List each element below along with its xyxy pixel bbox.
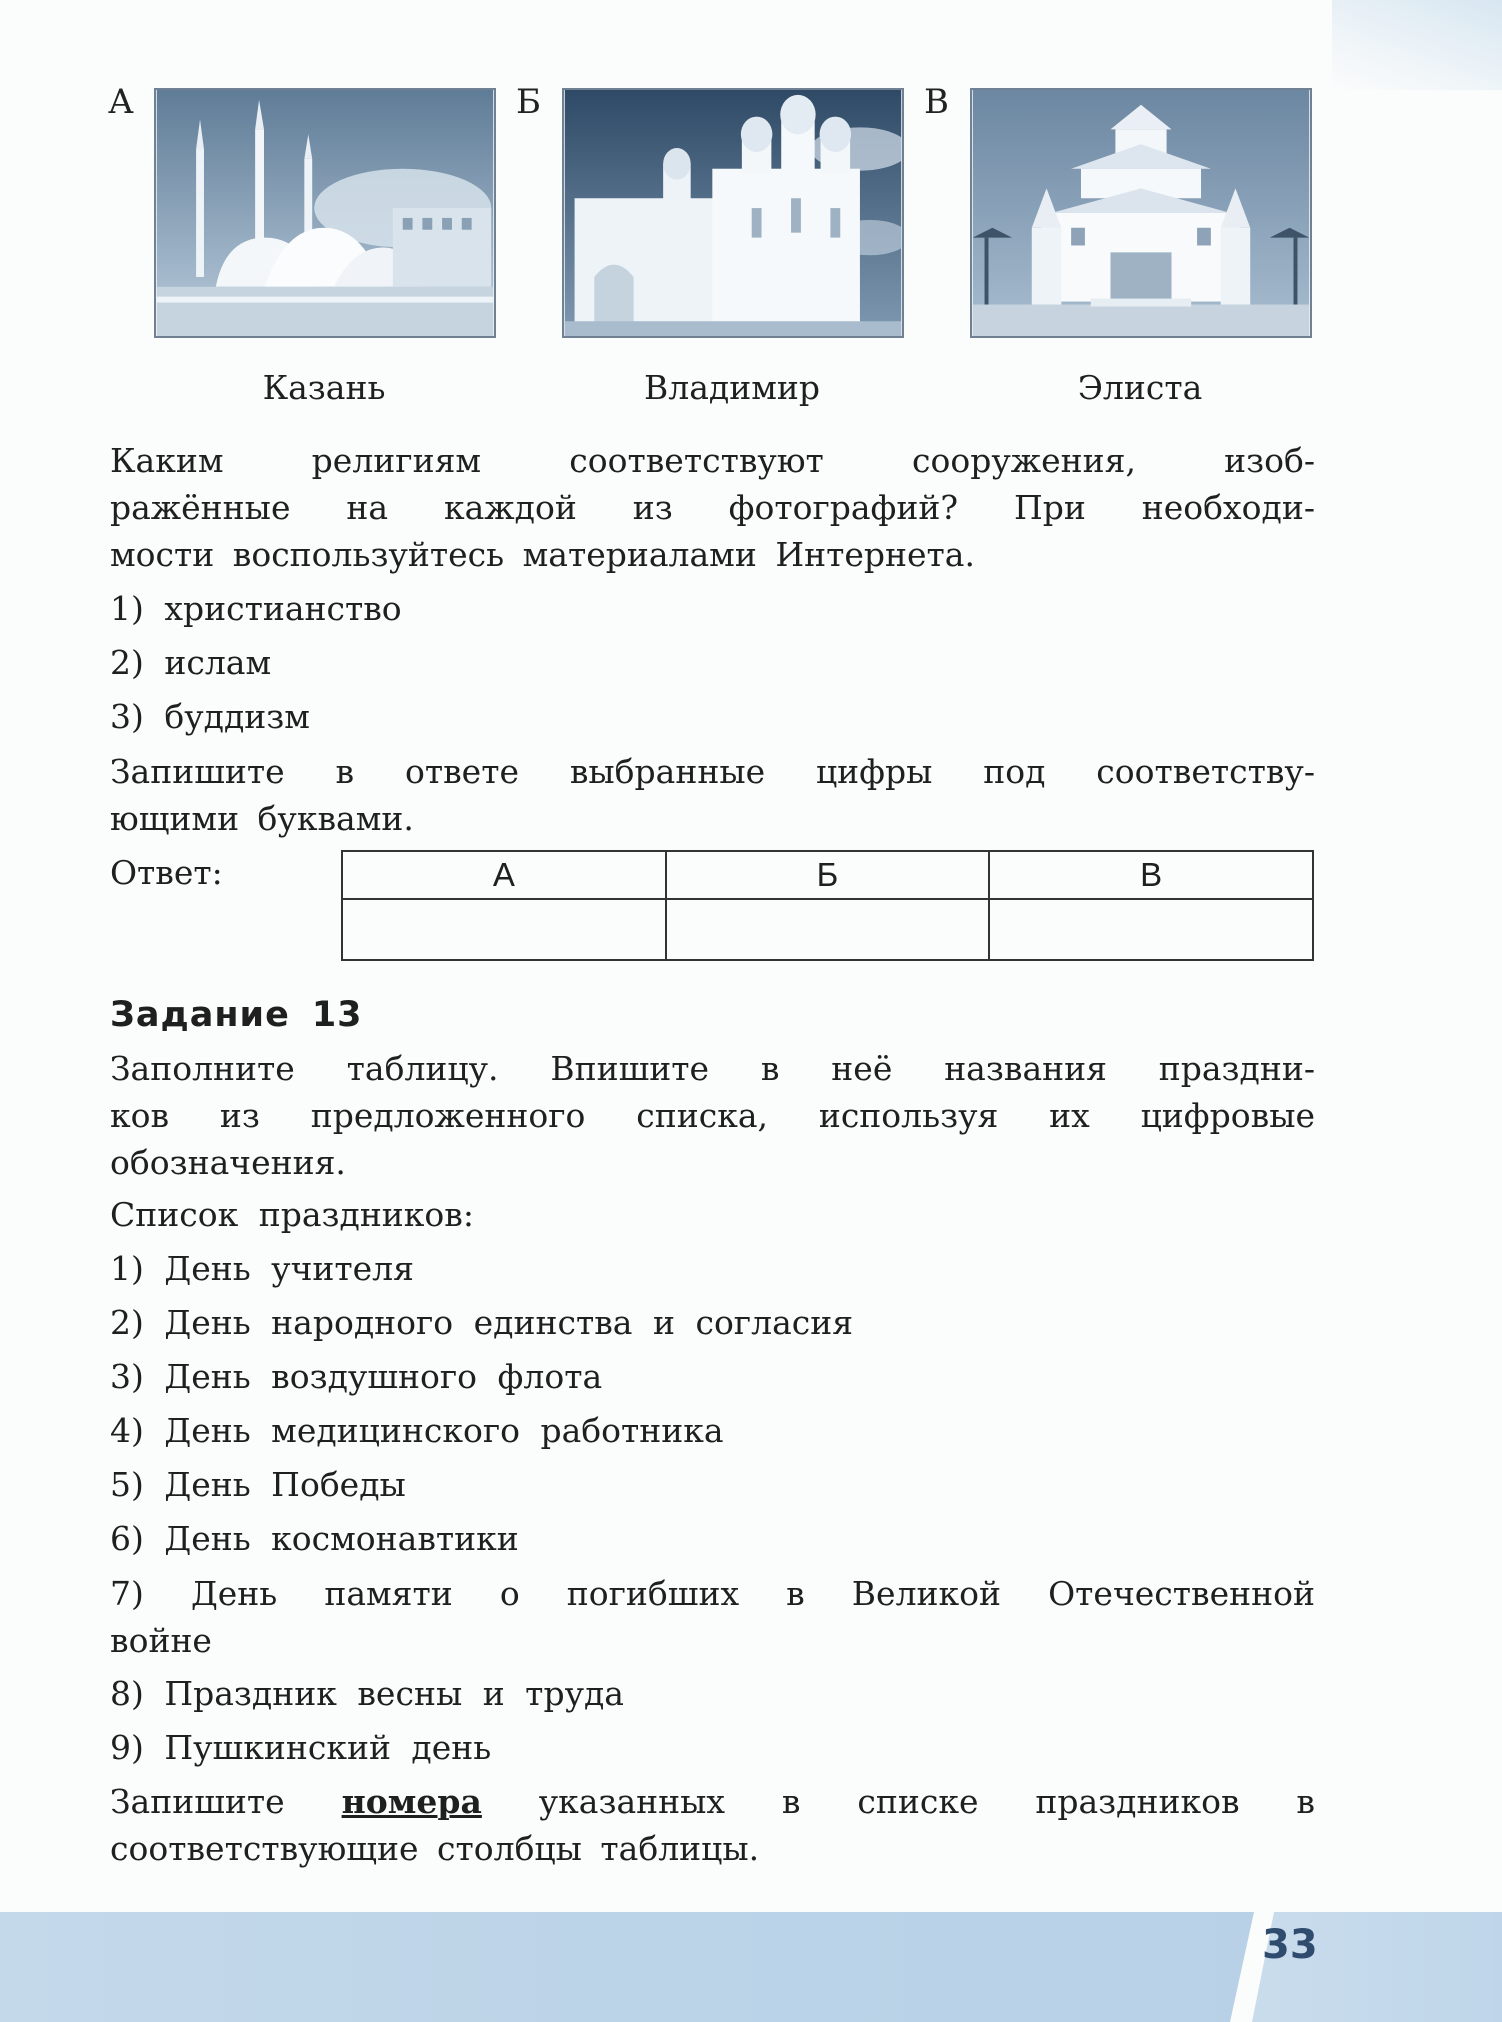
religion-option: 3) буддизм (110, 697, 310, 736)
holiday-item: 4) День медицинского работника (110, 1411, 724, 1450)
holiday-item-7 (110, 1570, 1315, 1664)
task-final-line: соответствующие столбцы таблицы. (110, 1829, 760, 1868)
final-emphasis: номера (341, 1782, 482, 1821)
instruction-text (110, 748, 1315, 842)
buddhist-temple-image (972, 90, 1310, 336)
answer-cell[interactable] (342, 899, 666, 960)
question-line: Каким религиям соответствуют сооружения, изоб- (110, 441, 1315, 480)
photo-letter-b: Б (516, 82, 541, 122)
answer-cell[interactable] (666, 899, 990, 960)
religion-option: 2) ислам (110, 643, 272, 682)
question-line: ражённые на каждой из фотографий? При необходи- (110, 488, 1315, 527)
instruction-line: Запишите в ответе выбранные цифры под соответству- (110, 752, 1315, 791)
holiday-item: 6) День космонавтики (110, 1519, 519, 1558)
answer-column-header: А (342, 851, 666, 899)
answer-column-header: В (989, 851, 1313, 899)
page-number: 33 (1262, 1922, 1318, 1968)
answer-table (341, 850, 1314, 961)
holiday-item: 3) День воздушного флота (110, 1357, 603, 1396)
answer-column-header: Б (666, 851, 990, 899)
religion-option: 1) христианство (110, 589, 402, 628)
photo-letter-a: А (108, 82, 134, 122)
task-intro-line: ков из предложенного списка, используя их цифровые (110, 1096, 1315, 1135)
cathedral-image (564, 90, 902, 336)
task-intro-line: обозначения. (110, 1143, 346, 1182)
task-title (110, 995, 363, 1035)
corner-tint (1332, 0, 1502, 90)
photo-letter-c: В (924, 82, 949, 122)
final-text-before: Запишите (110, 1782, 285, 1821)
task-intro-line: Заполните таблицу. Впишите в неё названия праздни- (110, 1049, 1315, 1088)
mosque-photo (154, 88, 496, 338)
temple-photo (970, 88, 1312, 338)
cathedral-photo (562, 88, 904, 338)
holiday-item-continuation: войне (110, 1621, 212, 1660)
holiday-item: 9) Пушкинский день (110, 1728, 492, 1767)
holiday-item: 1) День учителя (110, 1249, 414, 1288)
task-final-instruction (110, 1778, 1315, 1872)
question-text (110, 437, 1315, 578)
caption-vladimir: Владимир (644, 368, 820, 407)
holiday-item: 8) Праздник весны и труда (110, 1674, 624, 1713)
photo-row (108, 82, 1328, 342)
task-intro (110, 1045, 1315, 1186)
task-title-word: Задание (110, 995, 290, 1035)
caption-kazan: Казань (262, 368, 386, 407)
caption-elista: Элиста (1077, 368, 1203, 407)
question-line: мости воспользуйтесь материалами Интернета. (110, 535, 975, 574)
holiday-list-title: Список праздников: (110, 1195, 474, 1234)
holiday-item: 2) День народного единства и согласия (110, 1303, 854, 1342)
instruction-line: ющими буквами. (110, 799, 414, 838)
holiday-item: 7) День памяти о погибших в Великой Отечественной (110, 1574, 1315, 1613)
mosque-image (156, 90, 494, 336)
holiday-item: 5) День Победы (110, 1465, 406, 1504)
task-title-number: 13 (311, 995, 363, 1035)
answer-cell[interactable] (989, 899, 1313, 960)
task-final-line (110, 1778, 1315, 1825)
answer-label: Ответ: (110, 853, 223, 892)
final-text-after: указанных в списке праздников в (538, 1782, 1315, 1821)
